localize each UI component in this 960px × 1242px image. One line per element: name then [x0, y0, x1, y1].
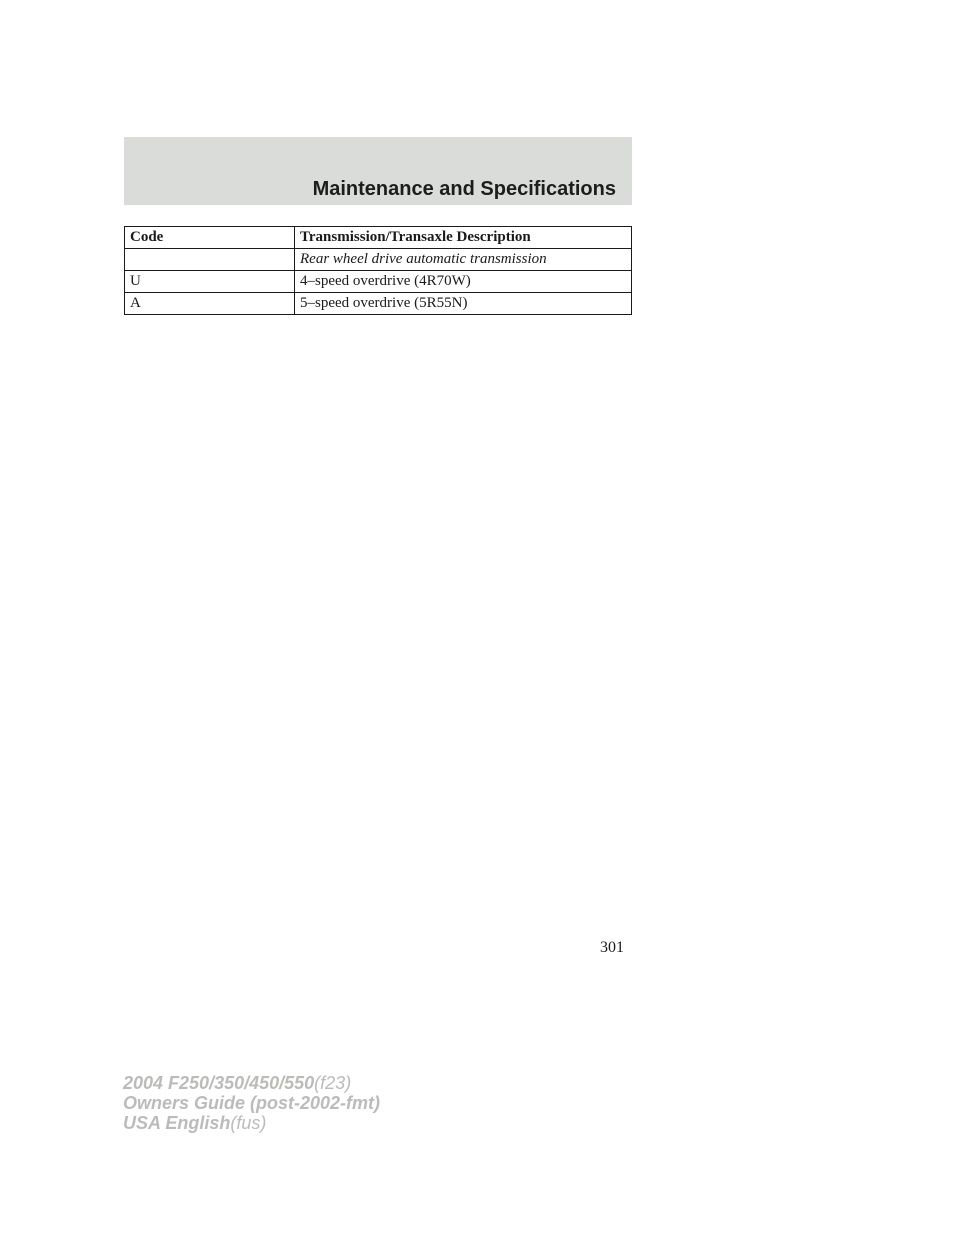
- page-number: 301: [600, 939, 624, 956]
- table-cell: [125, 249, 295, 271]
- footer-line-2: [123, 1093, 380, 1113]
- footer-language-code: (fus): [230, 1113, 267, 1133]
- column-header-code: Code: [125, 227, 295, 249]
- footer-language: USA English: [123, 1113, 231, 1133]
- footer-model: 2004 F250/350/450/550: [123, 1073, 315, 1093]
- footer-model-code: (f23): [314, 1073, 352, 1093]
- document-footer: [123, 1073, 380, 1133]
- table-row: [125, 271, 632, 293]
- table-header-row: [125, 227, 632, 249]
- footer-guide: Owners Guide (post-2002-fmt): [123, 1093, 381, 1113]
- table-cell-description: 4–speed overdrive (4R70W): [295, 271, 632, 293]
- table-cell-code: U: [125, 271, 295, 293]
- footer-line-3: [123, 1113, 380, 1133]
- column-header-description: Transmission/Transaxle Description: [295, 227, 632, 249]
- table-subheading-row: [125, 249, 632, 271]
- footer-line-1: [123, 1073, 380, 1093]
- table-cell-description: 5–speed overdrive (5R55N): [295, 293, 632, 315]
- section-title: Maintenance and Specifications: [312, 178, 616, 200]
- table-subheading: Rear wheel drive automatic transmission: [295, 249, 632, 271]
- transmission-code-table: [124, 226, 632, 315]
- section-header-band: [124, 137, 632, 205]
- table-row: [125, 293, 632, 315]
- table-cell-code: A: [125, 293, 295, 315]
